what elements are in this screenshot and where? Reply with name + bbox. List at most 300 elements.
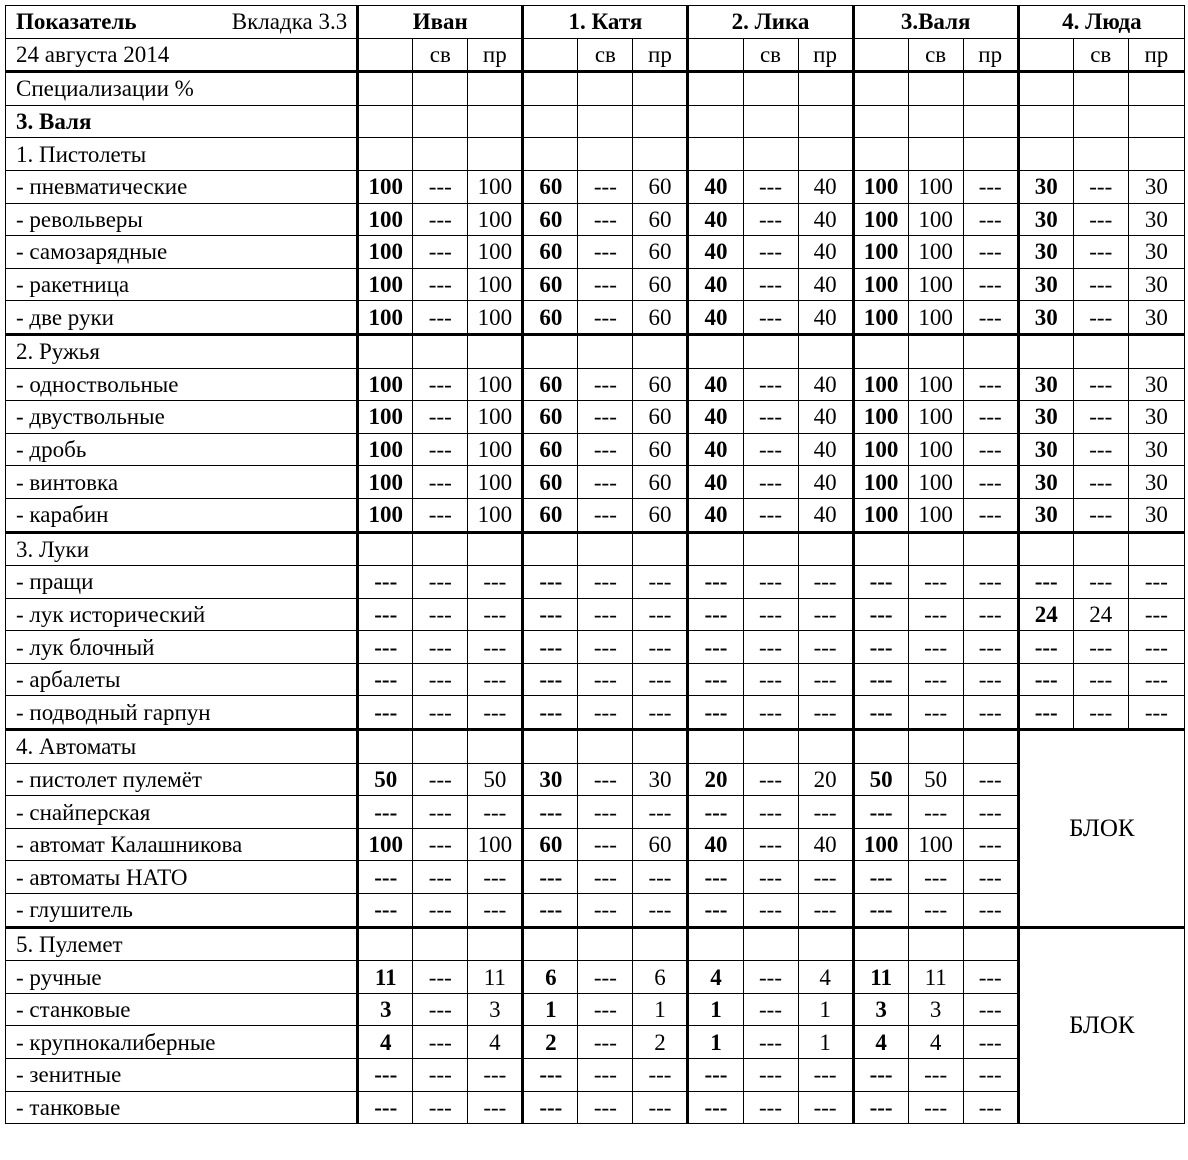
value-cell [853,927,908,961]
value-cell: --- [523,631,578,664]
value-cell: --- [358,796,413,829]
value-cell: 1 [798,1026,853,1059]
subheader-pr: пр [1128,38,1184,72]
value-cell: --- [578,993,633,1026]
value-cell: 100 [908,498,963,532]
value-cell: --- [633,894,688,928]
value-cell: --- [688,1091,743,1124]
subheader-pr: пр [798,38,853,72]
value-cell: 100 [908,301,963,335]
subheader-pr: пр [633,38,688,72]
value-cell [688,138,743,171]
value-cell [743,334,798,368]
value-cell: 60 [633,203,688,236]
value-cell: --- [413,763,468,796]
value-cell: 1 [798,993,853,1026]
value-cell: --- [468,1059,523,1092]
value-cell: --- [578,696,633,730]
value-cell: --- [963,1091,1018,1124]
value-cell: --- [468,1091,523,1124]
value-cell: 100 [853,401,908,434]
value-cell [578,532,633,566]
value-cell: --- [578,1026,633,1059]
value-cell: --- [963,301,1018,335]
value-cell: 3 [908,993,963,1026]
value-cell [413,72,468,106]
value-cell: 100 [468,368,523,401]
value-cell [853,105,908,138]
table-row [6,894,1185,928]
value-cell: --- [633,861,688,894]
value-cell: --- [523,696,578,730]
value-cell: --- [688,598,743,631]
value-cell: --- [468,861,523,894]
value-cell: --- [908,631,963,664]
value-cell: 30 [1018,466,1073,499]
row-label: - крупнокалиберные [6,1026,358,1059]
value-cell [1073,138,1128,171]
value-cell: --- [1128,631,1184,664]
person-header-lika: 2. Лика [688,6,853,39]
value-cell [688,532,743,566]
subheader-sv: св [413,38,468,72]
table-row [6,663,1185,696]
value-cell: --- [743,498,798,532]
value-cell: 40 [688,368,743,401]
value-cell: 40 [688,466,743,499]
value-cell: --- [413,993,468,1026]
row-label: - ручные [6,961,358,994]
indicator-label: Показатель [16,9,137,35]
row-label: - пневматические [6,170,358,203]
value-cell [358,105,413,138]
table-row [6,498,1185,532]
value-cell [743,927,798,961]
value-cell: 100 [853,268,908,301]
value-cell [908,72,963,106]
value-cell: --- [1073,368,1128,401]
value-cell: 40 [688,433,743,466]
value-cell: 40 [688,203,743,236]
value-cell: 1 [688,1026,743,1059]
value-cell: --- [798,598,853,631]
row-label: - пращи [6,566,358,599]
row-label: - автоматы НАТО [6,861,358,894]
value-cell [578,730,633,764]
value-cell: 30 [1128,203,1184,236]
value-cell: 40 [798,203,853,236]
value-cell: --- [688,894,743,928]
section-row [6,730,1185,764]
table-row [6,861,1185,894]
value-cell: --- [358,861,413,894]
value-cell [963,730,1018,764]
header-title-cell [6,6,358,39]
value-cell: 30 [523,763,578,796]
value-cell [358,72,413,106]
value-cell: --- [743,368,798,401]
value-cell: --- [413,170,468,203]
value-cell: --- [578,861,633,894]
value-cell: --- [798,796,853,829]
value-cell: 3 [468,993,523,1026]
value-cell: 4 [468,1026,523,1059]
row-label: - станковые [6,993,358,1026]
value-cell: --- [1128,566,1184,599]
value-cell: --- [578,631,633,664]
value-cell: --- [743,763,798,796]
value-cell: 30 [1018,433,1073,466]
value-cell: --- [1073,236,1128,269]
value-cell [743,532,798,566]
table-row [6,1026,1185,1059]
value-cell: --- [963,631,1018,664]
value-cell: 30 [1128,301,1184,335]
value-cell: --- [798,1059,853,1092]
value-cell: --- [413,1026,468,1059]
value-cell [963,334,1018,368]
value-cell [468,334,523,368]
value-cell [578,138,633,171]
row-label: - зенитные [6,1059,358,1092]
value-cell [1073,105,1128,138]
value-cell: --- [798,663,853,696]
value-cell: 60 [633,433,688,466]
value-cell [688,730,743,764]
value-cell: 40 [798,498,853,532]
value-cell: 30 [1018,401,1073,434]
value-cell: 30 [1128,498,1184,532]
value-cell: 60 [523,498,578,532]
value-cell: 50 [908,763,963,796]
value-cell: --- [578,961,633,994]
value-cell [1018,105,1073,138]
row-label: - дробь [6,433,358,466]
value-cell: 30 [1128,268,1184,301]
value-cell: 100 [358,301,413,335]
value-cell: --- [963,663,1018,696]
row-label: - ракетница [6,268,358,301]
value-cell: 40 [798,268,853,301]
table-row [6,763,1185,796]
value-cell: --- [578,268,633,301]
value-cell: --- [908,1059,963,1092]
section-row [6,334,1185,368]
value-cell: 100 [468,268,523,301]
row-label: - пистолет пулемёт [6,763,358,796]
value-cell: 100 [468,466,523,499]
value-cell: --- [578,598,633,631]
value-cell: 100 [853,301,908,335]
person-header-lyuda: 4. Люда [1018,6,1184,39]
value-cell: 100 [908,401,963,434]
value-cell: --- [633,1059,688,1092]
value-cell [908,105,963,138]
value-cell: --- [963,268,1018,301]
value-cell: --- [743,301,798,335]
value-cell: --- [468,566,523,599]
row-label: - одноствольные [6,368,358,401]
row-label: - глушитель [6,894,358,928]
value-cell: --- [1073,566,1128,599]
value-cell: --- [798,894,853,928]
value-cell: --- [853,566,908,599]
value-cell: 100 [468,301,523,335]
value-cell: 100 [358,828,413,861]
value-cell: 60 [523,828,578,861]
value-cell: --- [853,696,908,730]
value-cell: 3 [853,993,908,1026]
value-cell: --- [413,401,468,434]
value-cell: --- [853,1059,908,1092]
value-cell: --- [523,598,578,631]
value-cell: --- [963,796,1018,829]
report-date: 24 августа 2014 [6,38,358,72]
value-cell: --- [743,631,798,664]
value-cell [413,334,468,368]
value-cell: --- [963,828,1018,861]
value-cell [963,72,1018,106]
value-cell: --- [743,696,798,730]
value-cell: 100 [908,828,963,861]
value-cell: 100 [908,236,963,269]
value-cell: 60 [523,203,578,236]
value-cell [798,138,853,171]
value-cell: --- [523,1091,578,1124]
value-cell: --- [1018,631,1073,664]
value-cell: --- [523,566,578,599]
value-cell: --- [578,1059,633,1092]
value-cell [853,72,908,106]
value-cell: 50 [358,763,413,796]
value-cell: --- [578,170,633,203]
value-cell: --- [578,433,633,466]
value-cell [578,105,633,138]
value-cell: --- [523,796,578,829]
value-cell: 60 [523,466,578,499]
value-cell: --- [633,1091,688,1124]
value-cell: 100 [853,203,908,236]
value-cell: 30 [1018,301,1073,335]
value-cell: 100 [908,170,963,203]
value-cell: 30 [1128,433,1184,466]
row-label: - снайперская [6,796,358,829]
table-row [6,993,1185,1026]
value-cell: 100 [358,268,413,301]
value-cell: 4 [853,1026,908,1059]
value-cell: 40 [798,466,853,499]
value-cell: --- [578,763,633,796]
person-header-valya: 3.Валя [853,6,1018,39]
person-header-katya: 1. Катя [523,6,688,39]
value-cell: --- [358,1091,413,1124]
subheader-sv: св [578,38,633,72]
value-cell: --- [688,566,743,599]
value-cell: --- [1073,663,1128,696]
value-cell: --- [908,566,963,599]
value-cell [743,105,798,138]
value-cell [578,334,633,368]
value-cell: --- [468,894,523,928]
value-cell: --- [468,696,523,730]
table-row [6,368,1185,401]
value-cell: --- [963,566,1018,599]
value-cell [853,138,908,171]
subheader-sv: св [1073,38,1128,72]
value-cell [413,730,468,764]
value-cell: 60 [633,498,688,532]
value-cell: --- [578,368,633,401]
value-cell: 24 [1018,598,1073,631]
value-cell: --- [1073,433,1128,466]
value-cell [468,138,523,171]
value-cell: 30 [1128,466,1184,499]
value-cell [1128,334,1184,368]
value-cell: 30 [1128,368,1184,401]
table-row [6,796,1185,829]
value-cell: 20 [688,763,743,796]
table-row [6,696,1185,730]
value-cell: --- [963,961,1018,994]
value-cell: --- [798,861,853,894]
value-cell: 100 [908,368,963,401]
row-label: 3. Луки [6,532,358,566]
value-cell: --- [963,696,1018,730]
value-cell: --- [908,696,963,730]
value-cell [523,334,578,368]
value-cell: 100 [853,466,908,499]
value-cell: --- [908,861,963,894]
value-cell: --- [578,663,633,696]
row-label: - двуствольные [6,401,358,434]
subheader-total [688,38,743,72]
value-cell [853,334,908,368]
subheader-total [523,38,578,72]
person-header-ivan: Иван [358,6,523,39]
value-cell: --- [578,301,633,335]
value-cell: --- [413,663,468,696]
value-cell: --- [413,961,468,994]
value-cell [413,532,468,566]
value-cell [963,927,1018,961]
value-cell: --- [743,236,798,269]
value-cell: --- [413,631,468,664]
value-cell: --- [633,696,688,730]
value-cell: --- [413,368,468,401]
value-cell: --- [963,203,1018,236]
value-cell: --- [413,301,468,335]
value-cell: 100 [358,401,413,434]
value-cell: 100 [358,170,413,203]
value-cell [798,105,853,138]
value-cell: --- [963,1059,1018,1092]
value-cell [523,72,578,106]
value-cell [743,72,798,106]
value-cell [908,532,963,566]
table-row [6,105,1185,138]
value-cell: --- [578,466,633,499]
value-cell: 100 [468,433,523,466]
row-label: - танковые [6,1091,358,1124]
value-cell: --- [743,433,798,466]
value-cell: --- [468,663,523,696]
row-label: Специализации % [6,72,358,106]
value-cell: --- [963,498,1018,532]
row-label: 3. Валя [6,105,358,138]
value-cell: 60 [523,236,578,269]
value-cell: --- [633,631,688,664]
value-cell: 40 [798,368,853,401]
value-cell [633,927,688,961]
value-cell: 1 [688,993,743,1026]
value-cell: --- [523,861,578,894]
table-row [6,236,1185,269]
value-cell: --- [1128,598,1184,631]
value-cell: 30 [1018,203,1073,236]
value-cell: --- [633,598,688,631]
value-cell: --- [688,663,743,696]
row-label: - самозарядные [6,236,358,269]
value-cell [1073,334,1128,368]
value-cell [853,730,908,764]
value-cell: --- [413,828,468,861]
value-cell: --- [853,894,908,928]
value-cell: --- [743,993,798,1026]
value-cell: 50 [468,763,523,796]
value-cell [743,730,798,764]
value-cell: --- [633,566,688,599]
row-label: - винтовка [6,466,358,499]
value-cell: --- [853,1091,908,1124]
value-cell [963,138,1018,171]
value-cell [1073,532,1128,566]
value-cell: 6 [523,961,578,994]
row-label: - лук блочный [6,631,358,664]
subheader-pr: пр [468,38,523,72]
value-cell: --- [413,498,468,532]
value-cell: --- [963,763,1018,796]
subheader-total [853,38,908,72]
value-cell [468,105,523,138]
value-cell [798,532,853,566]
value-cell: --- [633,663,688,696]
value-cell: 40 [798,170,853,203]
value-cell [523,730,578,764]
value-cell: 60 [523,368,578,401]
value-cell: 100 [468,203,523,236]
value-cell: --- [853,631,908,664]
table-row [6,203,1185,236]
value-cell [798,334,853,368]
value-cell: --- [963,598,1018,631]
value-cell: 100 [358,498,413,532]
block-cell: БЛОК [1018,730,1184,928]
subheader-pr: пр [963,38,1018,72]
value-cell [908,927,963,961]
value-cell: --- [358,894,413,928]
value-cell [798,72,853,106]
section-row [6,532,1185,566]
value-cell: 30 [1018,498,1073,532]
value-cell: --- [1073,466,1128,499]
value-cell [633,138,688,171]
table-row [6,598,1185,631]
value-cell: 40 [688,401,743,434]
value-cell: --- [963,861,1018,894]
value-cell: --- [413,236,468,269]
value-cell [413,105,468,138]
value-cell [578,72,633,106]
